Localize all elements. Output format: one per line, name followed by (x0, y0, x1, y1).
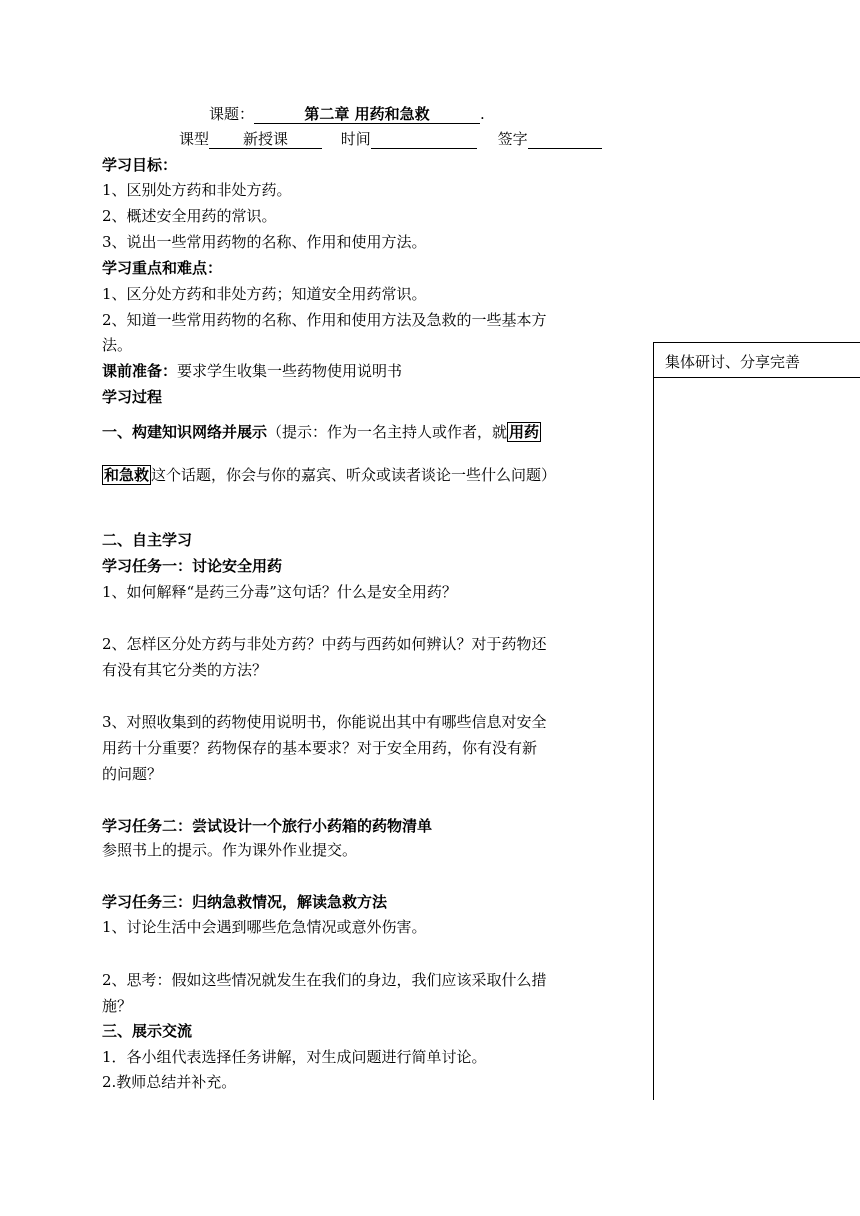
task3-question: 1、讨论生活中会遇到哪些危急情况或意外伤害。 (102, 918, 427, 936)
prep-row (102, 362, 402, 381)
side-panel (653, 342, 860, 1100)
section3-heading: 三、展示交流 (102, 1022, 193, 1040)
task3-question-cont: 施？ (102, 997, 133, 1015)
objectives-heading: 学习目标： (102, 156, 178, 174)
sign-blank (528, 131, 602, 149)
task3-question: 2、思考：假如这些情况就发生在我们的身边，我们应该采取什么措 (102, 971, 547, 989)
task2-heading: 学习任务二：尝试设计一个旅行小药箱的药物清单 (102, 817, 433, 835)
type-value: 新授课 (209, 131, 322, 149)
task1-heading: 学习任务一：讨论安全用药 (102, 557, 283, 575)
task3-heading: 学习任务三：归纳急救情况，解读急救方法 (102, 893, 388, 911)
section2-heading: 二、自主学习 (102, 531, 193, 549)
type-label: 课型 (179, 130, 210, 148)
title-label: 课题： (209, 105, 255, 123)
section1-text: （提示：作为一名主持人或作者，就 (267, 423, 508, 441)
side-panel-title: 集体研讨、分享完善 (665, 353, 801, 371)
objective-item: 1、区别处方药和非处方药。 (102, 181, 292, 199)
task1-question-cont: 的问题？ (102, 765, 163, 783)
task1-question: 3、对照收集到的药物使用说明书，你能说出其中有哪些信息对安全 (102, 713, 547, 731)
key-point-item-cont: 法。 (102, 336, 133, 354)
meta-row (179, 130, 602, 149)
side-panel-header (654, 342, 860, 378)
key-point-item: 2、知道一些常用药物的名称、作用和使用方法及急救的一些基本方 (102, 311, 547, 329)
section1-topic-box-2: 和急救 (104, 466, 150, 484)
section3-item: 2.教师总结并补充。 (102, 1073, 237, 1091)
task1-question: 1、如何解释“是药三分毒”这句话？什么是安全用药？ (102, 583, 457, 601)
time-label: 时间 (340, 130, 371, 148)
title-row (209, 105, 485, 124)
section1-text-2: 这个话题，你会与你的嘉宾、听众或读者谈论一些什么问题） (151, 466, 557, 484)
objective-item: 2、概述安全用药的常识。 (102, 207, 277, 225)
task1-question-cont: 有没有其它分类的方法？ (102, 661, 268, 679)
title-value: 第二章 用药和急救 (254, 106, 480, 124)
task1-question: 2、怎样区分处方药与非处方药？中药与西药如何辨认？对于药物还 (102, 635, 547, 653)
prep-text: 要求学生收集一些药物使用说明书 (177, 362, 403, 380)
task2-text: 参照书上的提示。作为课外作业提交。 (102, 841, 358, 859)
section3-item: 1．各小组代表选择任务讲解，对生成问题进行简单讨论。 (102, 1048, 487, 1066)
section1-heading: 一、构建知识网络并展示 (102, 423, 268, 441)
section1-line2 (102, 466, 556, 485)
objective-item: 3、说出一些常用药物的名称、作用和使用方法。 (102, 233, 427, 251)
time-blank (371, 131, 477, 149)
section1-topic-box-1: 用药 (509, 423, 540, 441)
key-points-heading: 学习重点和难点： (102, 259, 223, 277)
task1-question-cont: 用药十分重要？药物保存的基本要求？对于安全用药，你有没有新 (102, 739, 538, 757)
key-point-item: 1、区分处方药和非处方药；知道安全用药常识。 (102, 285, 427, 303)
process-heading: 学习过程 (102, 388, 163, 406)
prep-label: 课前准备： (102, 362, 178, 380)
sign-label: 签字 (497, 130, 528, 148)
title-end: . (480, 105, 485, 123)
section1-line1 (102, 423, 541, 442)
